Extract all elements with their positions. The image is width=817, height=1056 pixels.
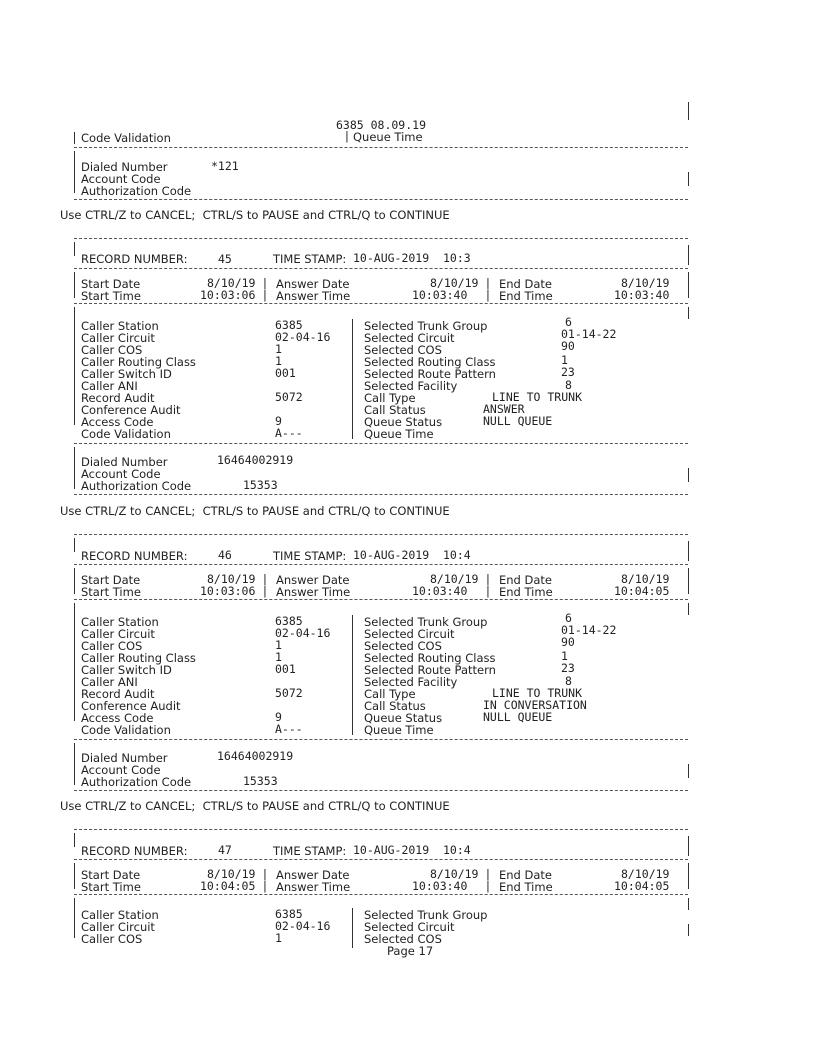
cancel-message: Use CTRL/Z to CANCEL; CTRL/S to PAUSE and CTRL/Q to CONTINUE [60,208,450,222]
caller-station: 6385 [275,318,303,332]
label-account-code: Account Code [81,172,161,186]
divider [74,147,688,148]
label-answer-date: Answer Date [276,277,350,291]
answer-time: 10:03:40 [412,288,468,302]
authorization-code: 15353 [243,774,278,788]
label-queue-status: Queue Status [364,711,443,725]
code-validation: A--- [275,426,303,440]
dialed-number: 16464002919 [217,749,294,763]
sep: | [263,879,267,893]
label-queue-time: Queue Time [364,427,434,441]
sep: | [486,584,490,598]
value-dialed-number: *121 [211,159,239,173]
label-record-number: RECORD NUMBER: [81,549,188,563]
label-queue-time: Queue Time [353,130,423,144]
end-time: 10:04:05 [614,879,670,893]
start-date: 8/10/19 [207,572,256,586]
label-caller-circuit: Caller Circuit [81,627,155,641]
code-validation: A--- [275,722,303,736]
selected-route-pattern: 23 [561,365,575,379]
label-caller-ani: Caller ANI [81,675,138,689]
label-record-audit: Record Audit [81,391,155,405]
divider [74,238,688,239]
sep: | [263,276,267,290]
answer-time: 10:03:40 [412,879,468,893]
label-selected-facility: Selected Facility [364,379,458,393]
label-queue-status: Queue Status [364,415,443,429]
access-code: 9 [275,710,282,724]
label-call-type: Call Type [364,687,416,701]
label-end-time: End Time [499,289,553,303]
label-call-type: Call Type [364,391,416,405]
label-caller-circuit: Caller Circuit [81,331,155,345]
border [74,863,75,889]
label-selected-trunk-group: Selected Trunk Group [364,319,488,333]
sep: | [263,572,267,586]
answer-date: 8/10/19 [430,276,479,290]
caller-circuit: 02-04-16 [275,330,331,344]
end-time: 10:03:40 [614,288,670,302]
record-audit: 5072 [275,390,303,404]
divider [74,303,688,304]
sep: | [486,572,490,586]
caller-cos: 1 [275,342,282,356]
border [688,541,689,561]
sep: | [263,867,267,881]
label-answer-time: Answer Time [276,585,351,599]
sep: | [486,879,490,893]
label-caller-routing-class: Caller Routing Class [81,651,196,665]
border [688,568,689,594]
header-code: 6385 08.09.19 [336,118,427,132]
border [352,615,353,735]
border [74,743,75,785]
selected-trunk-group: 6 [565,611,572,625]
caller-cos: 1 [275,931,282,945]
border [74,568,75,594]
label-time-stamp: TIME STAMP: [273,549,347,563]
selected-facility: 8 [565,378,572,392]
caller-circuit: 02-04-16 [275,919,331,933]
label-authorization-code: Authorization Code [81,775,192,789]
border [352,908,353,948]
divider [74,859,688,860]
border [688,102,689,120]
label-selected-routing-class: Selected Routing Class [364,355,496,369]
label-caller-station: Caller Station [81,908,159,922]
divider [74,739,688,740]
divider [74,829,688,830]
label-caller-circuit: Caller Circuit [81,920,155,934]
start-time: 10:03:06 [200,584,256,598]
time-stamp: 10-AUG-2019 10:4 [353,548,471,562]
end-time: 10:04:05 [614,584,670,598]
divider [74,268,688,269]
start-time: 10:03:06 [200,288,256,302]
label-access-code: Access Code [81,415,154,429]
call-type: LINE TO TRUNK [492,686,583,700]
selected-routing-class: 1 [561,649,568,663]
divider [74,534,688,535]
label-queue-time: Queue Time [364,723,434,737]
border [688,764,689,778]
answer-time: 10:03:40 [412,584,468,598]
label-selected-route-pattern: Selected Route Pattern [364,367,496,381]
label-answer-time: Answer Time [276,289,351,303]
call-status: IN CONVERSATION [483,698,587,712]
end-date: 8/10/19 [621,276,670,290]
answer-date: 8/10/19 [430,572,479,586]
label-selected-routing-class: Selected Routing Class [364,651,496,665]
label-selected-cos: Selected COS [364,639,442,653]
sep: | [486,867,490,881]
label-code-validation: Code Validation [81,723,171,737]
border [688,307,689,319]
label-authorization-code: Authorization Code [81,479,192,493]
call-type: LINE TO TRUNK [492,390,583,404]
cancel-message: Use CTRL/Z to CANCEL; CTRL/S to PAUSE and CTRL/Q to CONTINUE [60,799,450,813]
label-time-stamp: TIME STAMP: [273,844,347,858]
label-dialed-number: Dialed Number [81,751,168,765]
label-code-validation: Code Validation [81,427,171,441]
dialed-number: 16464002919 [217,453,294,467]
label-start-time: Start Time [81,880,141,894]
border [688,898,689,910]
sep: | [263,584,267,598]
caller-switch-id: 001 [275,366,296,380]
label-selected-circuit: Selected Circuit [364,920,455,934]
label-call-status: Call Status [364,699,426,713]
border [688,272,689,298]
label-time-stamp: TIME STAMP: [273,252,347,266]
record-number: 45 [218,252,232,266]
label-conference-audit: Conference Audit [81,403,181,417]
page-footer: Page 17 [387,944,434,958]
caller-station: 6385 [275,614,303,628]
label-caller-station: Caller Station [81,615,159,629]
time-stamp: 10-AUG-2019 10:4 [353,843,471,857]
sep: | [486,276,490,290]
selected-trunk-group: 6 [565,315,572,329]
label-caller-ani: Caller ANI [81,379,138,393]
border [688,245,689,265]
queue-status: NULL QUEUE [483,414,553,428]
label-selected-cos: Selected COS [364,932,442,946]
border [688,924,689,936]
label-caller-cos: Caller COS [81,343,143,357]
authorization-code: 15353 [243,478,278,492]
selected-cos: 90 [561,339,575,353]
time-stamp: 10-AUG-2019 10:3 [353,251,471,265]
label-caller-switch-id: Caller Switch ID [81,367,172,381]
label-end-date: End Date [499,573,552,587]
divider [74,199,688,200]
border [74,538,75,552]
label-selected-cos: Selected COS [364,343,442,357]
divider [74,599,688,600]
label-account-code: Account Code [81,467,161,481]
label-account-code: Account Code [81,763,161,777]
record-audit: 5072 [275,686,303,700]
border [688,603,689,615]
label-record-number: RECORD NUMBER: [81,844,188,858]
caller-routing-class: 1 [275,650,282,664]
label-end-date: End Date [499,868,552,882]
selected-facility: 8 [565,674,572,688]
border [74,272,75,298]
sep: | [486,288,490,302]
label-caller-station: Caller Station [81,319,159,333]
border [74,307,75,425]
label-start-date: Start Date [81,868,141,882]
divider [74,494,688,495]
border [74,833,75,847]
divider [74,894,688,895]
border [352,319,353,439]
selected-route-pattern: 23 [561,661,575,675]
selected-circuit: 01-14-22 [561,327,617,341]
label-caller-cos: Caller COS [81,639,143,653]
label-selected-circuit: Selected Circuit [364,627,455,641]
label-call-status: Call Status [364,403,426,417]
label-caller-switch-id: Caller Switch ID [81,663,172,677]
border [688,172,689,186]
border [688,468,689,482]
border [74,898,75,938]
border [688,863,689,889]
label-record-number: RECORD NUMBER: [81,252,188,266]
label-conference-audit: Conference Audit [81,699,181,713]
divider [74,564,688,565]
sep: | [263,288,267,302]
label-selected-facility: Selected Facility [364,675,458,689]
record-number: 47 [218,843,232,857]
label-code-validation: Code Validation [81,131,171,145]
label-access-code: Access Code [81,711,154,725]
caller-station: 6385 [275,907,303,921]
label-selected-trunk-group: Selected Trunk Group [364,615,488,629]
label-end-date: End Date [499,277,552,291]
cancel-message: Use CTRL/Z to CANCEL; CTRL/S to PAUSE and CTRL/Q to CONTINUE [60,504,450,518]
label-end-time: End Time [499,585,553,599]
divider [74,443,688,444]
divider [74,790,688,791]
label-selected-trunk-group: Selected Trunk Group [364,908,488,922]
call-status: ANSWER [483,402,525,416]
caller-switch-id: 001 [275,662,296,676]
border [74,447,75,489]
label-dialed-number: Dialed Number [81,455,168,469]
caller-cos: 1 [275,638,282,652]
label-dialed-number: Dialed Number [81,160,168,174]
label-caller-cos: Caller COS [81,932,143,946]
caller-routing-class: 1 [275,354,282,368]
queue-status: NULL QUEUE [483,710,553,724]
start-date: 8/10/19 [207,276,256,290]
record-number: 46 [218,548,232,562]
label-authorization-code: Authorization Code [81,184,192,198]
border [74,242,75,256]
end-date: 8/10/19 [621,867,670,881]
access-code: 9 [275,414,282,428]
label-end-time: End Time [499,880,553,894]
label-answer-date: Answer Date [276,573,350,587]
border [74,151,75,193]
start-date: 8/10/19 [207,867,256,881]
label-start-time: Start Time [81,585,141,599]
border [74,603,75,721]
label-start-date: Start Date [81,573,141,587]
end-date: 8/10/19 [621,572,670,586]
selected-circuit: 01-14-22 [561,623,617,637]
selected-routing-class: 1 [561,353,568,367]
caller-circuit: 02-04-16 [275,626,331,640]
label-answer-time: Answer Time [276,880,351,894]
border [74,132,75,144]
label-record-audit: Record Audit [81,687,155,701]
sep: | [345,129,349,143]
selected-cos: 90 [561,635,575,649]
answer-date: 8/10/19 [430,867,479,881]
label-selected-circuit: Selected Circuit [364,331,455,345]
label-start-time: Start Time [81,289,141,303]
start-time: 10:04:05 [200,879,256,893]
label-caller-routing-class: Caller Routing Class [81,355,196,369]
label-selected-route-pattern: Selected Route Pattern [364,663,496,677]
label-start-date: Start Date [81,277,141,291]
border [688,836,689,856]
label-answer-date: Answer Date [276,868,350,882]
